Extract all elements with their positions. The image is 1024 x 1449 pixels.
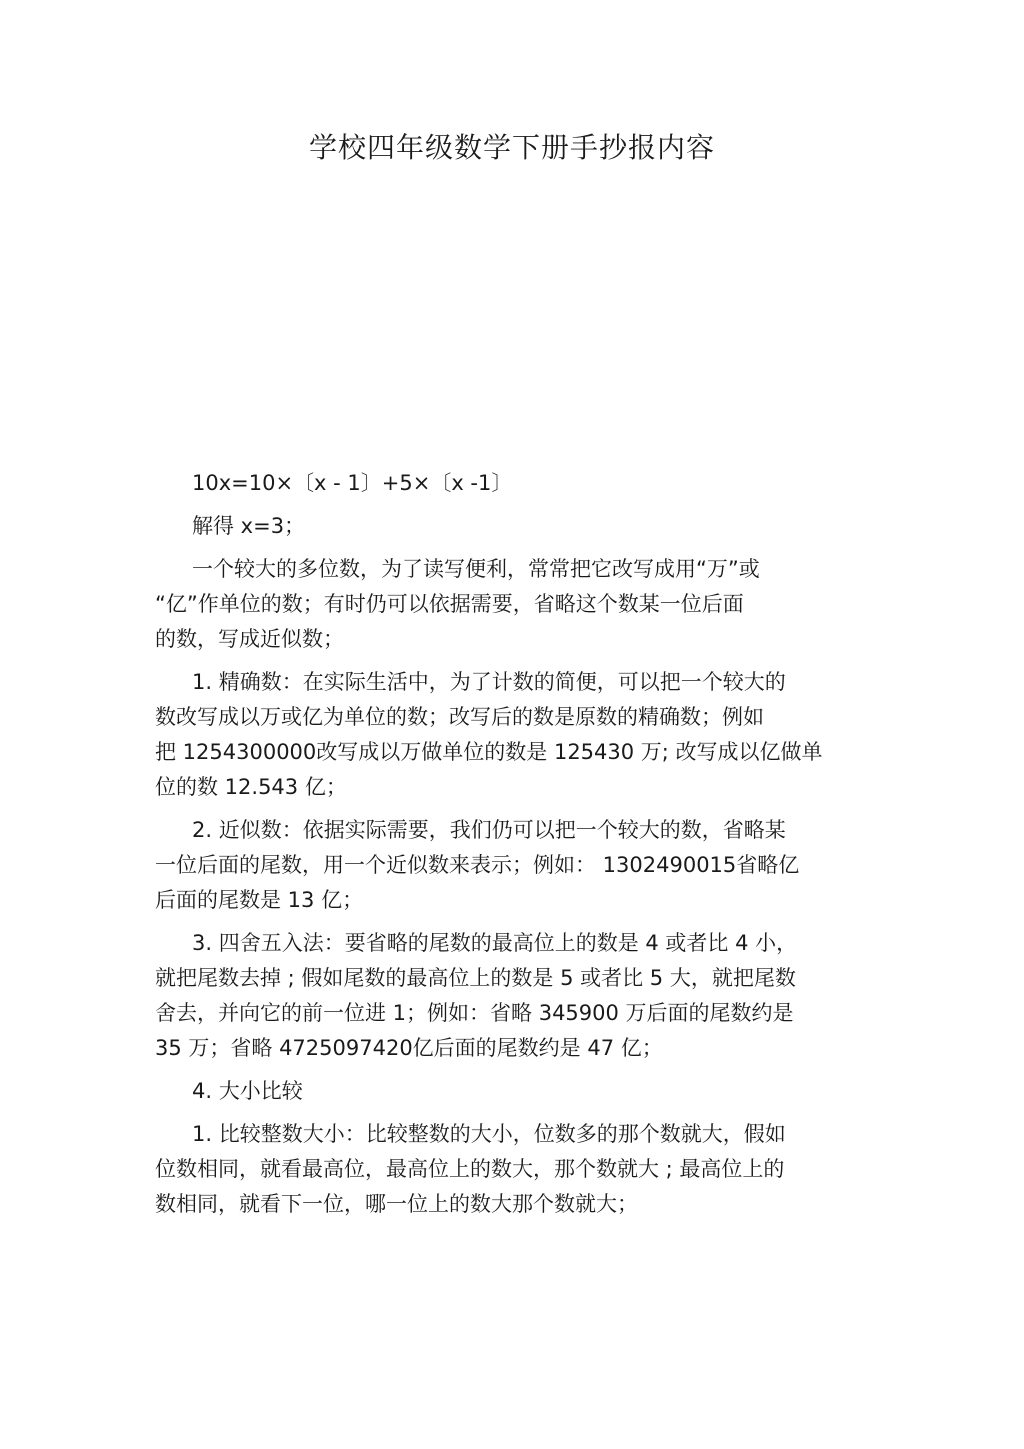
section-heading-compare — [155, 1074, 861, 1109]
text-line: 数相同，就看下一位，哪一位上的数大那个数就大； — [155, 1192, 638, 1216]
page-title: 学校四年级数学下册手抄报内容 — [308, 131, 715, 164]
text-line: 数改写成以万或亿为单位的数；改写后的数是原数的精确数；例如 — [155, 705, 764, 729]
text-line: 一个较大的多位数，为了读写便利，常常把它改写成用“万”或 — [192, 557, 760, 581]
equation-paragraph — [155, 466, 861, 501]
text-line: 一位后面的尾数，用一个近似数来表示；例如： 1302490015省略亿 — [155, 853, 800, 877]
text-line: 位数相同，就看最高位，最高位上的数大，那个数就大 ; 最高位上的 — [155, 1157, 785, 1181]
text-line: 舍去，并向它的前一位进 1；例如：省略 345900 万后面的尾数约是 — [155, 1001, 794, 1025]
approx-number-paragraph — [155, 813, 861, 918]
text-line: 10x=10×〔x - 1〕+5×〔x -1〕 — [192, 471, 513, 495]
intro-paragraph — [155, 552, 861, 657]
text-line: 4. 大小比较 — [192, 1079, 303, 1103]
text-line: 的数，写成近似数； — [155, 627, 344, 651]
text-line: “亿”作单位的数；有时仍可以依据需要，省略这个数某一位后面 — [155, 592, 744, 616]
text-line: 位的数 12.543 亿； — [155, 775, 347, 799]
rounding-paragraph — [155, 926, 861, 1066]
compare-paragraph — [155, 1117, 861, 1222]
text-line: 解得 x=3； — [192, 514, 306, 538]
solution-paragraph — [155, 509, 861, 544]
text-line: 35 万；省略 4725097420亿后面的尾数约是 47 亿； — [155, 1036, 663, 1060]
text-line: 1. 精确数：在实际生活中，为了计数的简便，可以把一个较大的 — [192, 670, 786, 694]
text-line: 就把尾数去掉 ; 假如尾数的最高位上的数是 5 或者比 5 大，就把尾数 — [155, 966, 796, 990]
text-line: 1. 比较整数大小：比较整数的大小，位数多的那个数就大，假如 — [192, 1122, 786, 1146]
text-line: 把 1254300000改写成以万做单位的数是 125430 万; 改写成以亿做单 — [155, 740, 823, 764]
text-line: 后面的尾数是 13 亿； — [155, 888, 364, 912]
text-line: 2. 近似数：依据实际需要，我们仍可以把一个较大的数，省略某 — [192, 818, 786, 842]
text-line: 3. 四舍五入法：要省略的尾数的最高位上的数是 4 或者比 4 小， — [192, 931, 798, 955]
document-body — [155, 466, 861, 1230]
exact-number-paragraph — [155, 665, 861, 805]
